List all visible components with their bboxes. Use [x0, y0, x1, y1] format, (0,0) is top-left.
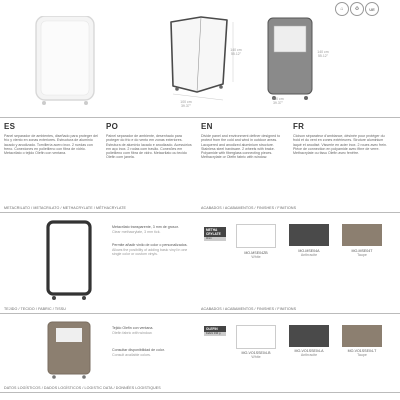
home-cert-icon: ⌂: [335, 2, 349, 16]
color-swatch: [289, 224, 329, 246]
product-image-front-view: [262, 16, 322, 104]
color-swatch: [236, 325, 276, 349]
swatch-name: White: [251, 355, 261, 359]
methacrylate-desc: Metacrilato transparente, 3 mm de grosor.: [112, 225, 179, 229]
swatch-code: MO-MSE04T: [351, 249, 373, 253]
methacrylate-vinyl: Permite añadir vinilo de color o personalizados.: [112, 242, 188, 247]
swatch-code: MO-MSE04A: [298, 249, 320, 253]
section-fabric: TEJIDO / TECIDO / FABRIC / TISSU: [4, 307, 66, 311]
swatch-code: MO-VO1SSE04-T: [347, 349, 377, 353]
badge-label: OLEFIN: [206, 327, 218, 331]
methacrylate-vinyl-en: Allows the posibility of adding basic vinyl in one single color or custom vinyls.: [112, 247, 188, 257]
swatch-white: [236, 325, 276, 359]
dim-height-front: 140 cm 55.12": [317, 50, 329, 58]
fabric-desc-en: Olefin fabric with window.: [112, 331, 153, 336]
description-po: [106, 122, 196, 160]
dim-height-side: 140 cm 55.12": [230, 48, 242, 56]
description-text: Cloison séparateur d'ambiance, désinée pour protéger du froid et du vent en zones extérieures. Struture aluminium laqué et anodisé. Visserie en acier inox. 2 roues avec frein. Pièce de connection en polyamide avec fibre de verre. Methacrylate ou tissu Olefin avec fenêtre.: [293, 134, 388, 156]
description-text: Painel separador de ambiente, desenhado para proteger do frio e do vento em zonas exteriores. Estrutura de alumínio lacado e anodizado. Acessórios em aço inox. 2 rodas com travão. Conexões em polietileno com fibra de vidro. Metacrilato ou tecido Olefin com janela.: [106, 134, 192, 160]
swatch-name: Taupe: [357, 353, 367, 357]
section-finishes: ACABADOS / ACABAMENTOS / FINISHES / FINITIONS: [201, 206, 297, 210]
swatch-anthracite: [289, 224, 329, 257]
description-en: [201, 122, 289, 160]
description-es: [4, 122, 102, 155]
color-swatch: [289, 325, 329, 347]
badge-label: METHA: [206, 228, 218, 232]
methacrylate-panel-image: [45, 220, 93, 302]
section-finishes: ACABADOS / ACABAMENTOS / FINISHES / FINITIONS: [201, 307, 297, 311]
divider: [0, 392, 400, 393]
swatch-name: Anthracite: [300, 253, 318, 257]
fabric-colors-en: Consult available colors.: [112, 352, 151, 357]
swatch-name: Anthracite: [300, 353, 318, 357]
fabric-colors: Consultar disponibilidad de color.: [112, 347, 165, 352]
methacrylate-badge: [204, 227, 226, 241]
swatch-white: [236, 224, 276, 259]
methacrylate-text: [112, 225, 194, 256]
swatch-name: White: [251, 255, 261, 259]
color-swatch: [342, 325, 382, 347]
section-logistics: DATOS LOGÍSTICOS / DADOS LOGÍSTICOS / LOGISTIC DATA / DONNÉES LOGISTIQUES: [4, 386, 161, 390]
fabric-text: [112, 326, 194, 357]
color-swatch: [236, 224, 276, 248]
description-text: Panel separador de ambientes, diseñado para proteger del frío y viento en zonas exteriores. Estructura de aluminio lacado y anodizado. Tornillería acero inox. 2 ruedas con freno. Conexiones en polietileno con fibra de vidrio. Metacrilato o tejido Olefin con ventana.: [4, 134, 98, 156]
color-swatch: [342, 224, 382, 246]
methacrylate-desc-en: Clear methacrylate, 3 mm tick.: [112, 230, 161, 235]
swatch-code: MO-VO1SSE04-B: [241, 351, 271, 355]
fabric-desc: Tejido Olefin con ventana.: [112, 326, 154, 330]
fabric-panel-image: [45, 320, 93, 380]
badge-sub: 3mm: [204, 237, 226, 241]
lang-code: EN: [201, 122, 213, 131]
swatch-anthracite: [289, 325, 329, 357]
swatch-taupe: [342, 325, 382, 357]
lang-code: ES: [4, 122, 16, 131]
fabric-badge: [204, 326, 226, 336]
swatch-name: Taupe: [357, 253, 367, 257]
description-text: Divide panel and environment definer designed to protect from the cold and wind in outdoor areas. Lacquered and anodized aluminium structure. Stainless steel hardware. 2 wheels with brake. Polyamide with fiberglass connecting pieces. Methacrylate or Olefin fabric with window.: [201, 134, 281, 160]
dim-width-side: 100 cm 39.37": [180, 100, 192, 108]
badge-sub: Fabric 190 g: [204, 332, 226, 336]
divider: [0, 313, 400, 314]
section-methacrylate: METACRILATO / METACRILATO / METHACRYLATE / MÉTHACRYLATE: [4, 206, 127, 210]
lang-code: FR: [293, 122, 305, 131]
swatch-code: MO-VO1SSE04-A: [294, 349, 324, 353]
recycle-cert-icon: ♻: [350, 2, 364, 16]
product-image-white-panel: [32, 16, 98, 106]
description-fr: [293, 122, 391, 155]
dim-width-front: 100 cm 39.37": [272, 97, 284, 105]
product-image-side-view: [163, 16, 263, 106]
swatch-taupe: [342, 224, 382, 257]
lang-code: PO: [106, 122, 119, 131]
badge-label: CRYLATE: [206, 232, 221, 236]
swatch-code: MO-MSE04ZB: [244, 251, 268, 255]
divider: [0, 212, 400, 213]
ue-cert-icon: UE: [365, 2, 379, 16]
divider: [0, 117, 400, 118]
